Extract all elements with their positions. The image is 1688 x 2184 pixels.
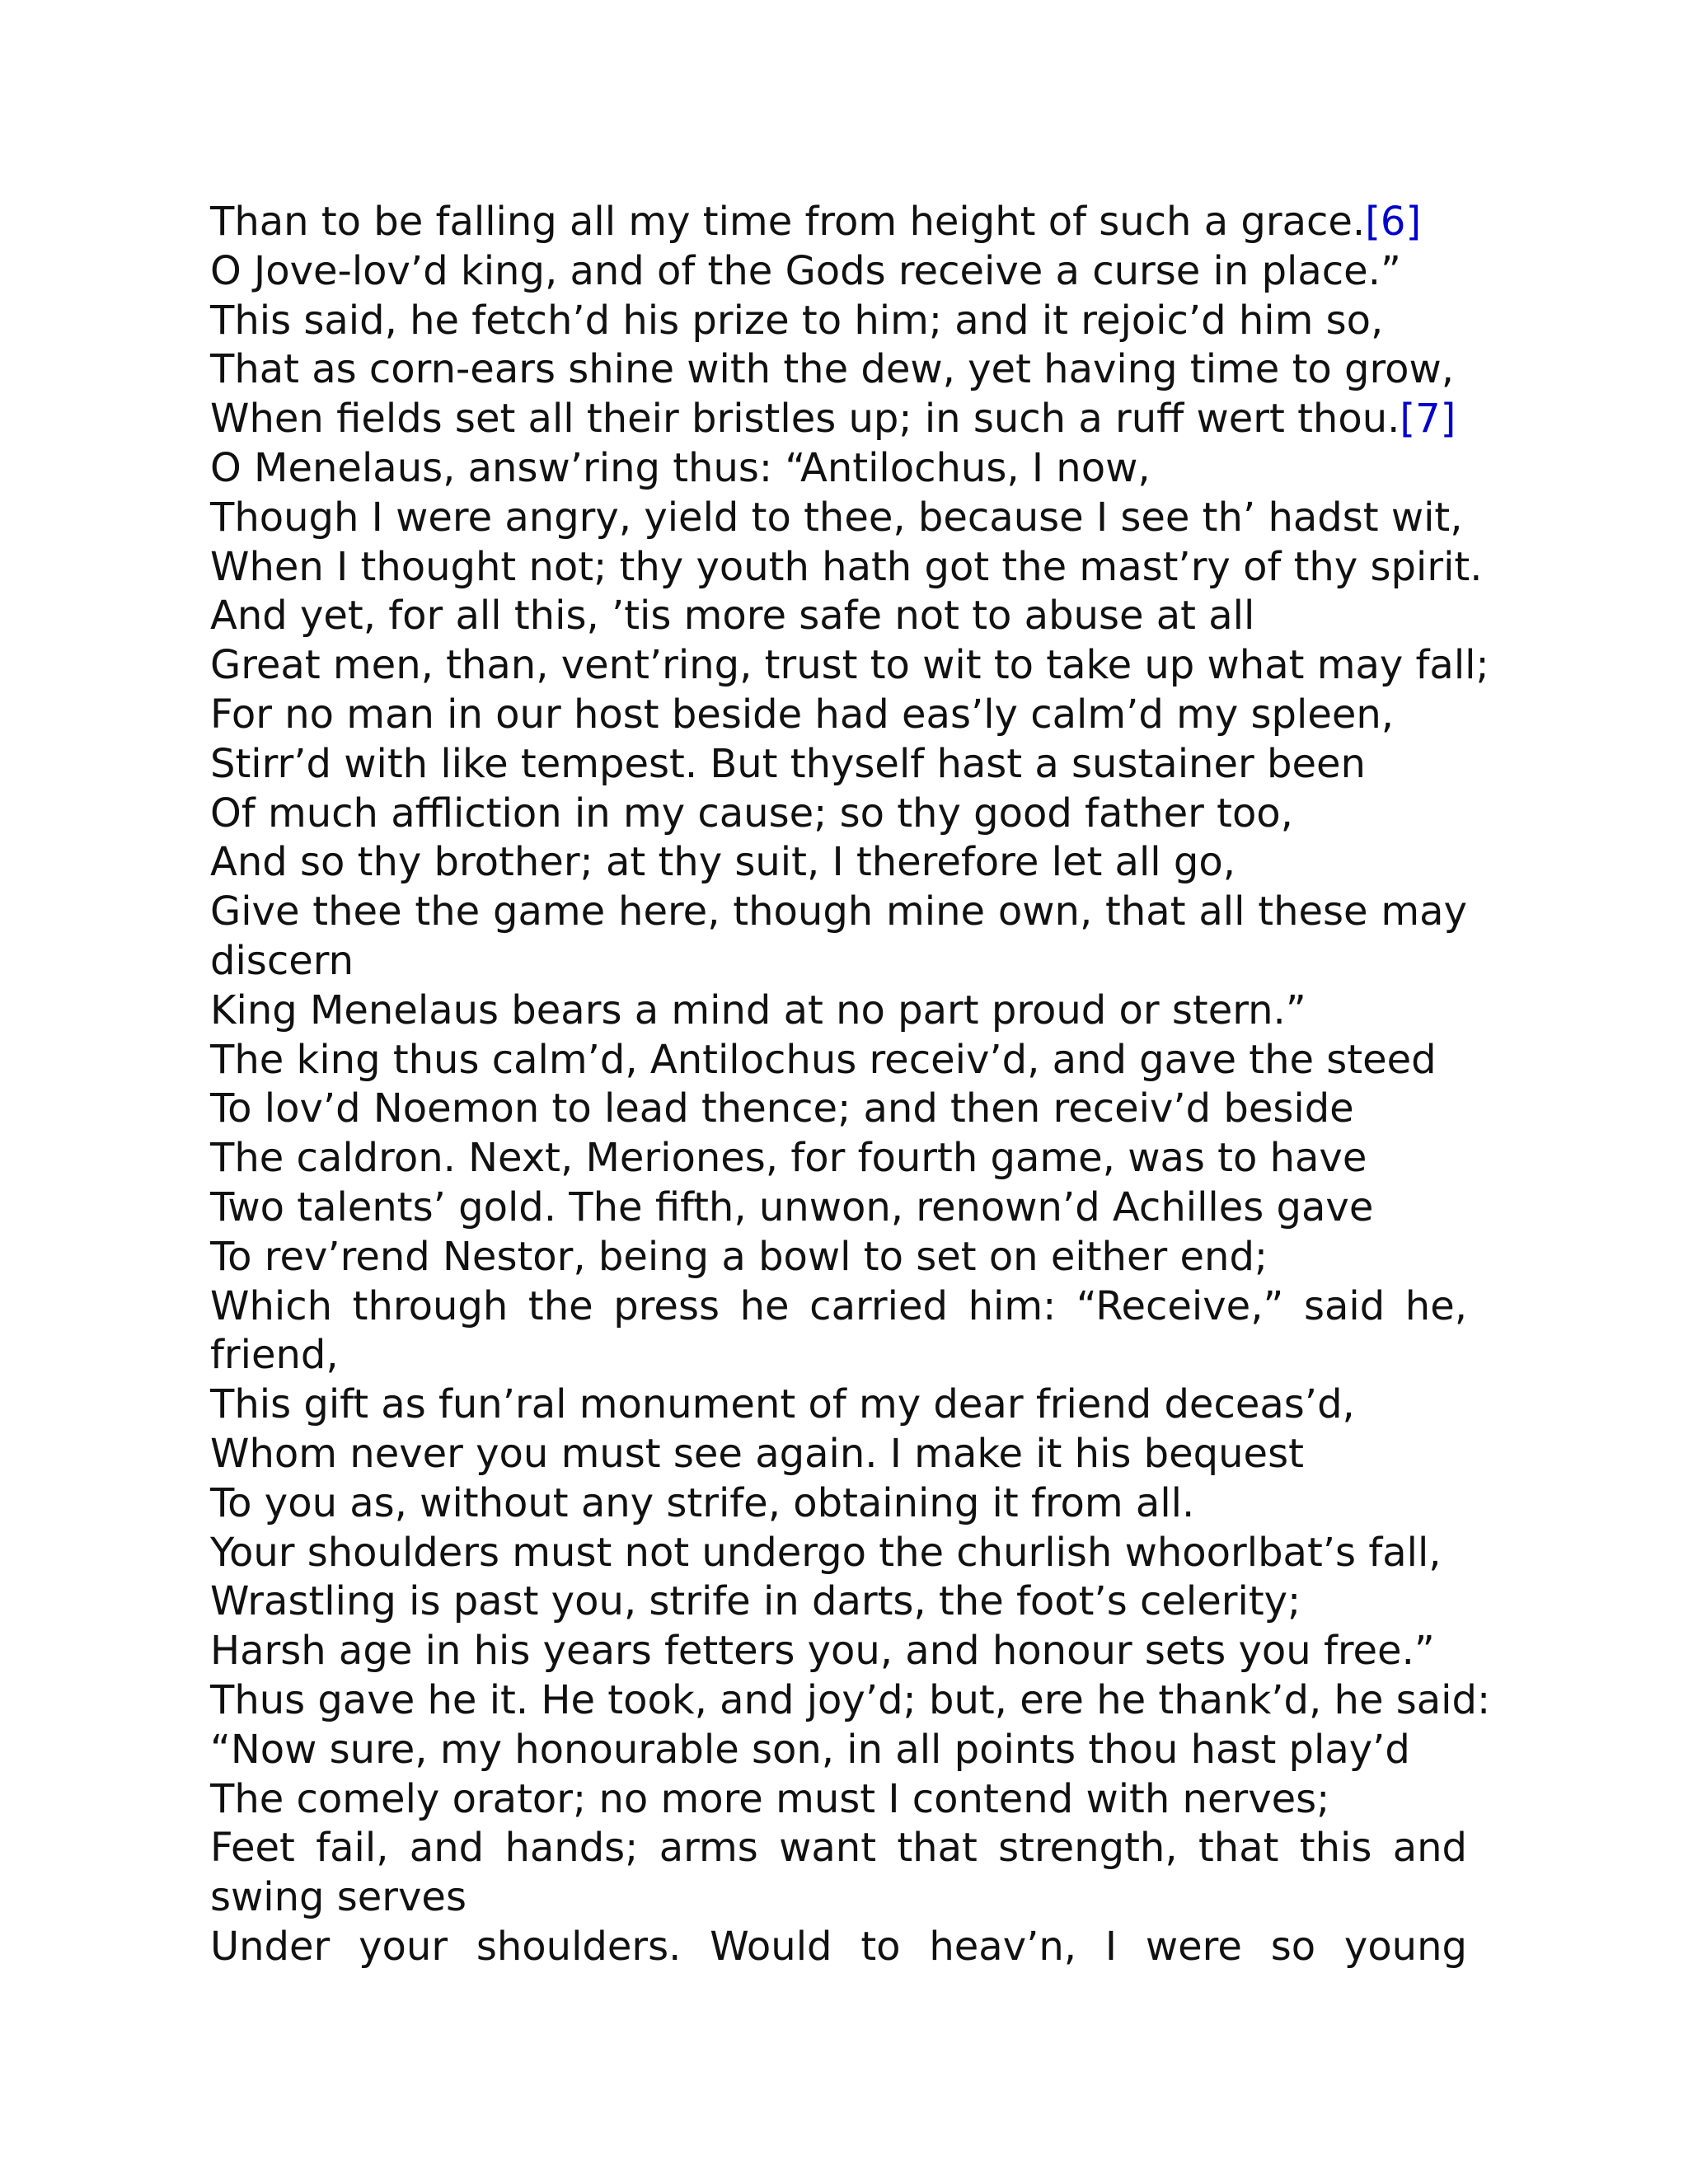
verse-line: O Jove-lov’d king, and of the Gods receive a curse in place.” [210,247,1401,294]
verse-line: The caldron. Next, Meriones, for fourth game, was to have [210,1135,1367,1182]
verse-line: “Now sure, my honourable son, in all points thou hast play’d [210,1726,1410,1773]
verse-line: And so thy brother; at thy suit, I therefore let all go, [210,839,1236,886]
verse-line: Under your shoulders. Would to heav’n, I were so young [210,1923,1467,1970]
verse-line: swing serves [210,1874,467,1921]
verse-line: To rev’rend Nestor, being a bowl to set on either end; [210,1233,1268,1280]
verse-line: This gift as fun’ral monument of my dear friend deceas’d, [210,1381,1355,1428]
verse-line: friend, [210,1332,339,1379]
verse-line: To lov’d Noemon to lead thence; and then receiv’d beside [210,1085,1354,1132]
verse-line: The comely orator; no more must I contend with nerves; [210,1775,1330,1822]
verse-line: Two talents’ gold. The fifth, unwon, renown’d Achilles gave [210,1183,1374,1230]
verse-line: Of much affliction in my cause; so thy good father too, [210,790,1293,837]
verse-line: The king thus calm’d, Antilochus receiv’d, and gave the steed [210,1036,1437,1083]
verse-line: When I thought not; thy youth hath got the mast’ry of thy spirit. [210,543,1483,590]
verse-line: Harsh age in his years fetters you, and honour sets you free.” [210,1628,1435,1675]
verse-line: When fields set all their bristles up; in such a ruff wert thou.[7] [210,396,1456,443]
verse-line: Great men, than, vent’ring, trust to wit to take up what may fall; [210,642,1489,689]
verse-line: discern [210,937,354,984]
verse-line: Which through the press he carried him: “Receive,” said he, [210,1282,1467,1329]
verse-line: Though I were angry, yield to thee, because I see th’ hadst wit, [210,494,1463,541]
verse-line: O Menelaus, answ’ring thus: “Antilochus, I now, [210,444,1151,491]
poem-text [210,198,1491,1972]
verse-line: Stirr’d with like tempest. But thyself hast a sustainer been [210,740,1366,787]
verse-line: This said, he fetch’d his prize to him; and it rejoic’d him so, [210,297,1384,344]
footnote-link[interactable]: [7] [1400,396,1456,443]
verse-line: Feet fail, and hands; arms want that strength, that this and [210,1825,1467,1872]
verse-line: Thus gave he it. He took, and joy’d; but, ere he thank’d, he said: [210,1676,1491,1723]
footnote-link[interactable]: [6] [1365,199,1422,245]
verse-line: And yet, for all this, ’tis more safe not to abuse at all [210,593,1255,640]
verse-line: Give thee the game here, though mine own, that all these may [210,888,1467,935]
verse-line: Whom never you must see again. I make it his bequest [210,1430,1304,1477]
verse-line: Your shoulders must not undergo the churlish whoorlbat’s fall, [210,1529,1442,1576]
verse-line: Wrastling is past you, strife in darts, the foot’s celerity; [210,1578,1301,1625]
verse-line: To you as, without any strife, obtaining it from all. [210,1479,1195,1526]
verse-line: Than to be falling all my time from height of such a grace.[6] [210,199,1422,245]
verse-line: That as corn-ears shine with the dew, yet having time to grow, [210,346,1455,393]
verse-line: For no man in our host beside had eas’ly calm’d my spleen, [210,691,1395,738]
verse-line: King Menelaus bears a mind at no part proud or stern.” [210,987,1306,1033]
